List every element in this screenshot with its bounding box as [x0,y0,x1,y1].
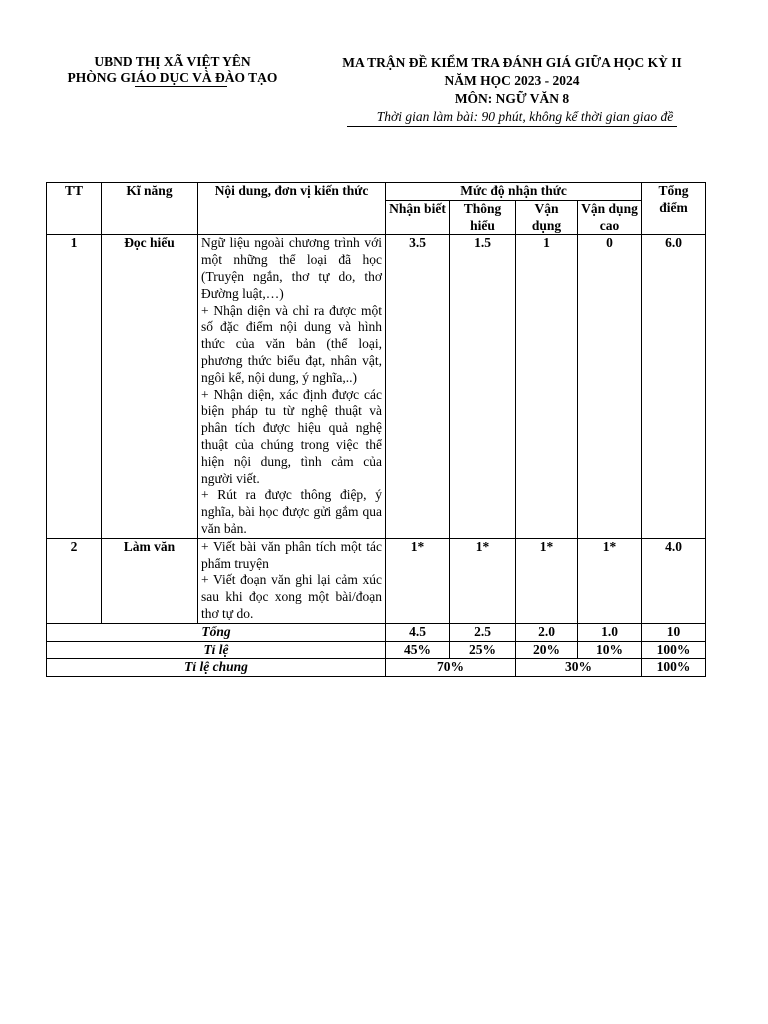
row-skill: Đọc hiểu [102,235,198,538]
cell-van-dung: 1 [516,235,578,538]
ratio-van-dung: 20% [516,641,578,659]
header-content: Nội dung, đơn vị kiến thức [198,183,386,235]
header-nhan-biet: Nhận biết [386,200,450,235]
cell-thong-hieu: 1.5 [450,235,516,538]
table-row [47,235,706,538]
exam-duration: Thời gian làm bài: 90 phút, không kể thời gian giao đề [347,108,677,127]
overall-ratio-right: 30% [516,659,642,677]
title-line-2: NĂM HỌC 2023 - 2024 [444,73,580,88]
ratio-nhan-biet: 45% [386,641,450,659]
assessment-matrix-table [46,182,706,677]
cell-nhan-biet: 3.5 [386,235,450,538]
total-row [47,623,706,641]
header-van-dung: Vận dụng [516,200,578,235]
header-tt: TT [47,183,102,235]
cell-van-dung-cao: 0 [578,235,642,538]
content-line: + Viết bài văn phân tích một tác phẩm truyện [201,538,382,571]
org-line-2: PHÒNG GIÁO DỤC VÀ ĐÀO TẠO [67,70,278,85]
content-line: + Rút ra được thông điệp, ý nghĩa, bài học được gửi gắm qua văn bản. [201,487,382,536]
cell-van-dung: 1* [516,538,578,623]
header-row-1 [47,183,706,201]
total-nhan-biet: 4.5 [386,623,450,641]
overall-ratio-left: 70% [386,659,516,677]
total-label: Tổng [47,623,386,641]
table-row [47,538,706,623]
overall-ratio-label: Tỉ lệ chung [47,659,386,677]
header-van-dung-cao: Vận dụng cao [578,200,642,235]
row-content [198,235,386,538]
row-tt: 1 [47,235,102,538]
document-title-block [312,54,712,127]
content-line: Ngữ liệu ngoài chương trình với một những thể loại đã học (Truyện ngắn, thơ tự do, thơ Đường luật,…) [201,235,382,301]
total-sum: 10 [642,623,706,641]
cell-total: 6.0 [642,235,706,538]
ratio-label: Tỉ lệ [47,641,386,659]
cell-thong-hieu: 1* [450,538,516,623]
cell-total: 4.0 [642,538,706,623]
content-line: + Nhận diện, xác định được các biện pháp tu từ nghệ thuật và phân tích được hiệu quả nghệ thuật của chúng trong việc thể hiện nội dung, tình cảm của người viết. [201,386,382,486]
row-tt: 2 [47,538,102,623]
overall-ratio-total: 100% [642,659,706,677]
header-skill: Kĩ năng [102,183,198,235]
ratio-row [47,641,706,659]
cell-nhan-biet: 1* [386,538,450,623]
ratio-thong-hieu: 25% [450,641,516,659]
title-line-1: MA TRẬN ĐỀ KIỂM TRA ĐÁNH GIÁ GIỮA HỌC KỲ II [342,55,682,70]
org-underline [135,86,227,87]
title-line-3: MÔN: NGỮ VĂN 8 [454,91,570,106]
cell-van-dung-cao: 1* [578,538,642,623]
issuing-organization [40,54,305,87]
total-thong-hieu: 2.5 [450,623,516,641]
header-level: Mức độ nhận thức [386,183,642,201]
content-line: + Viết đoạn văn ghi lại cảm xúc sau khi đọc xong một bài/đoạn thơ tự do. [201,572,382,621]
header-thong-hieu: Thông hiểu [450,200,516,235]
ratio-total: 100% [642,641,706,659]
row-content [198,538,386,623]
overall-ratio-row [47,659,706,677]
row-skill: Làm văn [102,538,198,623]
header-total: Tổng điểm [642,183,706,235]
content-line: + Nhận diện và chỉ ra được một số đặc điểm nội dung và hình thức của văn bản (thể loại, phương thức biểu đạt, nhân vật, ngôi kể, nội dung, ý nghĩa,..) [201,302,382,385]
total-van-dung: 2.0 [516,623,578,641]
org-line-1: UBND THỊ XÃ VIỆT YÊN [94,54,251,69]
total-van-dung-cao: 1.0 [578,623,642,641]
ratio-van-dung-cao: 10% [578,641,642,659]
